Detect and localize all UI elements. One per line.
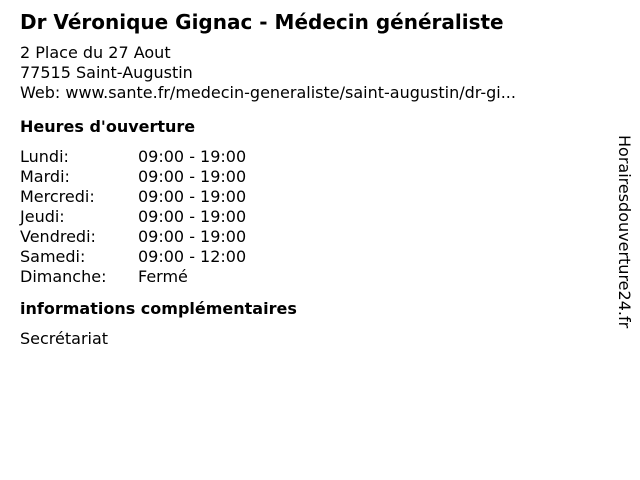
hours-day: Vendredi:	[20, 227, 96, 246]
address-block	[20, 43, 600, 103]
hours-time: Fermé	[138, 267, 188, 286]
hours-row	[20, 267, 600, 287]
info-text: Secrétariat	[20, 329, 109, 348]
hours-heading: Heures d'ouverture	[20, 117, 196, 136]
hours-day: Mardi:	[20, 167, 70, 186]
hours-time: 09:00 - 19:00	[138, 207, 247, 226]
hours-time: 09:00 - 12:00	[138, 247, 247, 266]
site-brand-watermark: Horairesdouverture24.fr	[615, 135, 634, 329]
page-title: Dr Véronique Gignac - Médecin généraliste	[20, 10, 504, 34]
hours-time: 09:00 - 19:00	[138, 187, 247, 206]
hours-table	[20, 147, 600, 287]
website-link[interactable]: Web: www.sante.fr/medecin-generaliste/saint-augustin/dr-gi...	[20, 83, 516, 102]
hours-row	[20, 247, 600, 267]
hours-row	[20, 227, 600, 247]
hours-time: 09:00 - 19:00	[138, 147, 247, 166]
address-city: 77515 Saint-Augustin	[20, 63, 193, 82]
hours-row	[20, 167, 600, 187]
hours-row	[20, 207, 600, 227]
address-street: 2 Place du 27 Aout	[20, 43, 171, 62]
hours-row	[20, 147, 600, 167]
hours-day: Lundi:	[20, 147, 69, 166]
hours-row	[20, 187, 600, 207]
hours-time: 09:00 - 19:00	[138, 227, 247, 246]
hours-day: Dimanche:	[20, 267, 107, 286]
hours-time: 09:00 - 19:00	[138, 167, 247, 186]
hours-day: Jeudi:	[20, 207, 65, 226]
info-heading: informations complémentaires	[20, 299, 297, 318]
practitioner-card	[20, 10, 600, 349]
hours-day: Mercredi:	[20, 187, 95, 206]
hours-day: Samedi:	[20, 247, 86, 266]
